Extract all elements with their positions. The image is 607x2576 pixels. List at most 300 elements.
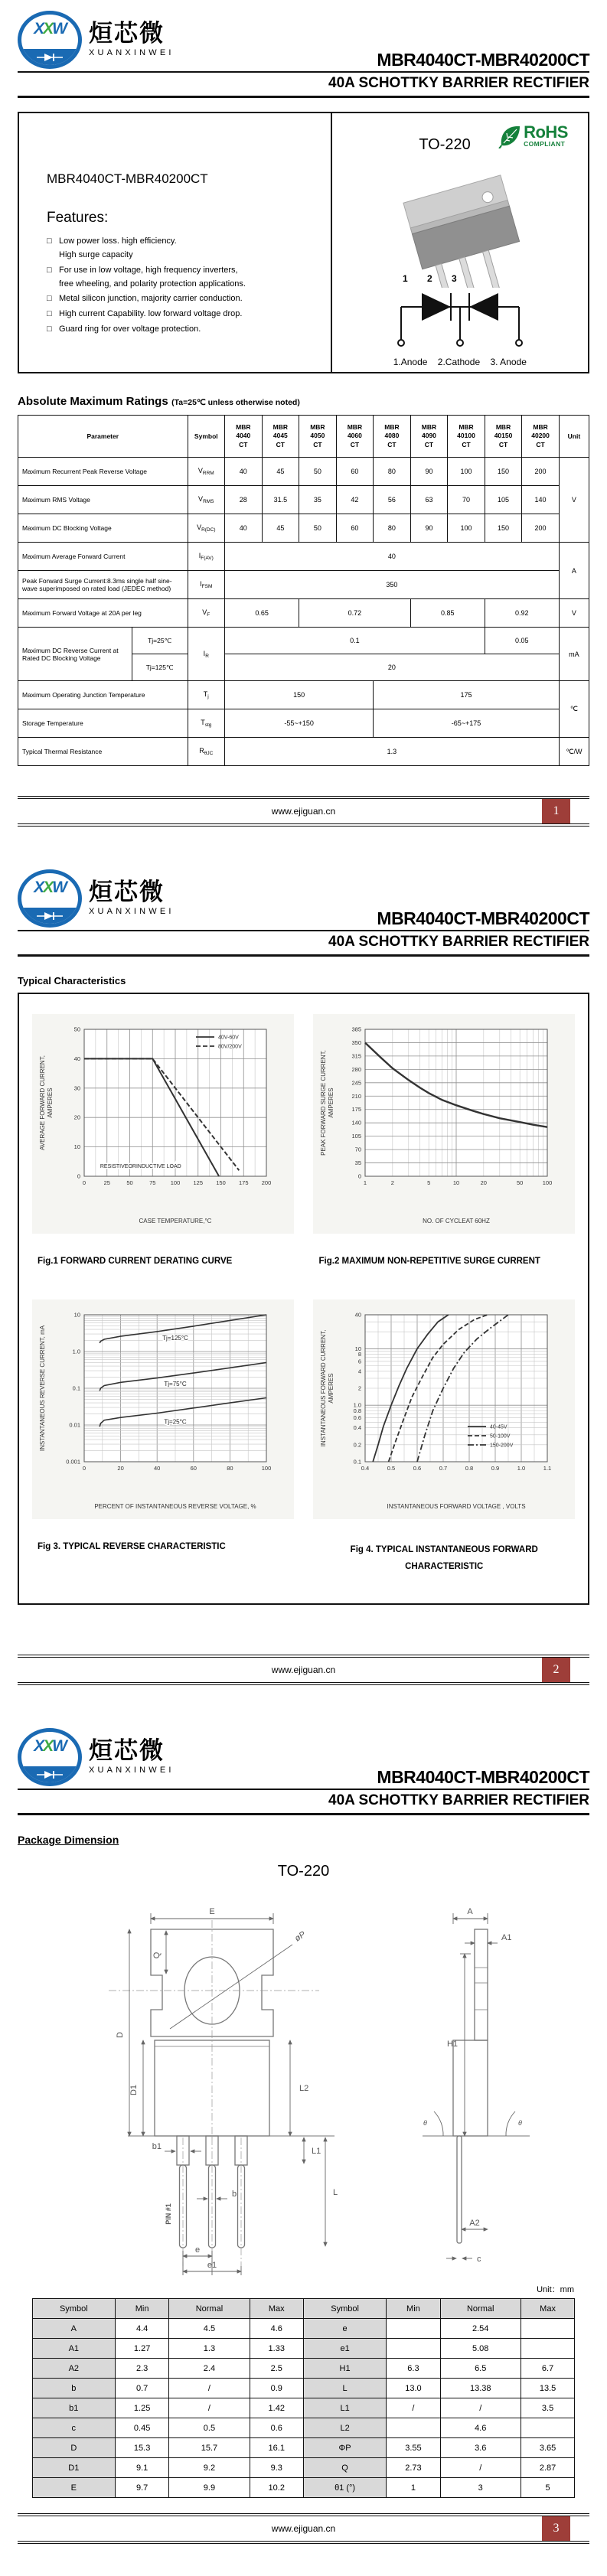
package-type-label: TO-220 — [419, 136, 471, 153]
dims-value-cell: 2.4 — [169, 2359, 250, 2379]
ratings-cell: 100 — [448, 458, 485, 486]
fig1-chart-area — [32, 1014, 294, 1234]
dims-symbol-cell: L — [303, 2379, 386, 2398]
dims-value-cell: 5 — [521, 2478, 575, 2498]
dims-value-cell — [387, 2339, 440, 2359]
pin-numbers: 1 2 3 — [402, 273, 465, 284]
device-line: MBR — [533, 423, 548, 432]
ratings-cell: 0.05 — [485, 628, 559, 654]
symbol-main: I — [200, 580, 202, 588]
ratings-cell: mA — [559, 628, 589, 681]
device-line: MBR — [347, 423, 363, 432]
logo-text — [89, 881, 175, 916]
dims-value-cell — [521, 2319, 575, 2339]
y-tick-label: 0.4 — [353, 1424, 362, 1432]
device-line: 4045 — [272, 432, 288, 440]
logo-x2: X — [43, 1737, 53, 1755]
logo-w: W — [52, 1737, 66, 1755]
y-tick-label: 0.01 — [69, 1421, 80, 1429]
typical-characteristics-heading: Typical Characteristics — [18, 975, 126, 986]
ratings-cell: 0.72 — [299, 599, 411, 628]
feature-line1 — [47, 236, 331, 247]
dims-value-cell: 16.1 — [250, 2438, 303, 2458]
dim-label-E: E — [208, 1907, 215, 1916]
dims-value-cell: 0.9 — [250, 2379, 303, 2398]
logo-english: XUANXINWEI — [89, 1766, 175, 1775]
dims-header-cell: Symbol — [32, 2299, 115, 2319]
package-photo — [364, 168, 556, 288]
ratings-cell — [188, 458, 225, 486]
logo-text — [89, 1737, 175, 1775]
logo-icon — [18, 869, 82, 928]
dims-header-cell: Min — [387, 2299, 440, 2319]
feature-item — [47, 265, 331, 290]
feature-item — [47, 293, 331, 305]
dims-header-cell: Min — [115, 2299, 168, 2319]
logo-x2: X — [43, 879, 53, 896]
x-tick-label: 150 — [215, 1179, 226, 1186]
unit-note: Unit：mm — [537, 2285, 574, 2294]
feature-text: High current Capability. low forward voltage drop. — [59, 309, 243, 319]
dims-value-cell: 1.42 — [250, 2398, 303, 2418]
ratings-cell: 90 — [410, 514, 448, 543]
header-rule-1 — [18, 71, 589, 73]
ratings-cell: 1.3 — [225, 738, 560, 766]
logo-abbr — [21, 20, 78, 38]
header-rule-2 — [18, 954, 589, 957]
diode-schematic — [380, 288, 540, 355]
dim-label-e1: e1 — [207, 2261, 217, 2270]
dims-header-cell: Normal — [440, 2299, 521, 2319]
feature-line1 — [47, 308, 331, 320]
ratings-cell — [188, 738, 225, 766]
fig1-caption: Fig.1 FORWARD CURRENT DERATING CURVE — [38, 1257, 233, 1266]
dims-row — [32, 2379, 575, 2398]
feature-line2: High surge capacity — [59, 249, 133, 259]
ratings-cell: 45 — [262, 458, 299, 486]
x-tick-label: 80 — [226, 1465, 233, 1472]
dim-label-L2: L2 — [299, 2084, 308, 2093]
feature-text: Metal silicon junction, majority carrier conduction. — [59, 294, 243, 304]
y-tick-label: 50 — [73, 1026, 80, 1033]
y-tick-label: 20 — [73, 1114, 80, 1121]
ratings-row — [18, 571, 589, 599]
fig2-chart — [316, 1017, 572, 1227]
col-unit: Unit — [559, 416, 589, 458]
part-number-title: MBR4040CT-MBR40200CT — [377, 50, 589, 70]
col-symbol: Symbol — [188, 416, 225, 458]
device-line: CT — [350, 440, 360, 448]
x-tick-label: 100 — [261, 1465, 272, 1472]
ratings-cell: 0.1 — [225, 628, 485, 654]
device-line: CT — [313, 440, 322, 448]
ratings-row — [18, 486, 589, 514]
diode-glyph-icon — [37, 1770, 63, 1779]
dims-symbol-cell: D — [32, 2438, 115, 2458]
dims-value-cell: 3.6 — [440, 2438, 521, 2458]
legend-label: 150-200V — [490, 1443, 514, 1449]
dim-label-Q: Q — [152, 1952, 162, 1959]
footer-url: www.ejiguan.cn — [271, 806, 336, 817]
ratings-cell: 28 — [225, 486, 263, 514]
dim-label-A1: A1 — [501, 1933, 511, 1942]
ratings-cell — [188, 571, 225, 599]
diode-glyph-icon — [37, 53, 63, 62]
logo-abbr — [21, 879, 78, 897]
ratings-cell — [188, 514, 225, 543]
fig4-caption — [351, 1542, 538, 1576]
page-1 — [0, 0, 607, 859]
symbol-main: V — [198, 495, 204, 503]
page-3 — [0, 1717, 607, 2576]
feature-line1 — [47, 324, 331, 335]
ratings-cell: 80 — [374, 514, 411, 543]
ratings-row — [18, 628, 589, 654]
ratings-cell: 60 — [336, 514, 374, 543]
symbol-sub: RRM — [202, 471, 214, 476]
device-line: 40150 — [494, 432, 513, 440]
symbol-sub: FSM — [201, 584, 213, 589]
footer-rule-bottom — [18, 823, 589, 827]
symbol-sub: θJC — [204, 751, 214, 756]
rohs-text — [524, 124, 568, 148]
feature-line2: free wheeling, and polarity protection applications. — [59, 279, 246, 289]
dims-symbol-cell: E — [32, 2478, 115, 2498]
doc-subtitle: 40A SCHOTTKY BARRIER RECTIFIER — [328, 934, 589, 950]
figure-3 — [22, 1299, 304, 1576]
dims-value-cell: / — [440, 2458, 521, 2478]
dims-symbol-cell: D1 — [32, 2458, 115, 2478]
col-parameter: Parameter — [18, 416, 188, 458]
pin-name-labels: 1.Anode 2.Cathode 3. Anode — [393, 357, 527, 367]
ratings-cell: 150 — [225, 681, 374, 709]
logo-w: W — [52, 20, 66, 37]
features-list — [47, 236, 331, 335]
feature-item — [47, 308, 331, 320]
ratings-cell: 50 — [299, 458, 337, 486]
ratings-cell: 42 — [336, 486, 374, 514]
dims-symbol-cell: e1 — [303, 2339, 386, 2359]
dims-value-cell: 2.54 — [440, 2319, 521, 2339]
y-tick-label: 6 — [358, 1358, 362, 1365]
dims-row — [32, 2438, 575, 2458]
footer-body — [18, 1658, 589, 1682]
col-device — [225, 416, 263, 458]
ratings-cell — [188, 628, 225, 681]
y-tick-label: 385 — [351, 1026, 362, 1033]
dims-value-cell: 3.65 — [521, 2438, 575, 2458]
dims-value-cell: 13.0 — [387, 2379, 440, 2398]
ratings-cell: 80 — [374, 458, 411, 486]
col-device — [448, 416, 485, 458]
device-line: CT — [462, 440, 471, 448]
logo-x2: X — [43, 20, 53, 37]
dims-header-cell: Max — [521, 2299, 575, 2319]
dim-label-b: b — [231, 2190, 237, 2199]
logo-abbr — [21, 1737, 78, 1756]
diode-glyph-icon — [37, 911, 63, 921]
logo-chinese: 烜芯微 — [89, 20, 165, 47]
y-tick-label: 1.0 — [72, 1348, 80, 1355]
footer-1 — [18, 796, 589, 827]
y-tick-label: 0.8 — [353, 1407, 362, 1414]
device-line: CT — [498, 440, 508, 448]
y-tick-label: 0.001 — [65, 1458, 80, 1466]
rohs-leaf-icon — [498, 124, 521, 148]
dims-value-cell — [521, 2418, 575, 2438]
dims-value-cell: 0.5 — [169, 2418, 250, 2438]
symbol-sub: F(AV) — [201, 556, 214, 561]
col-device — [410, 416, 448, 458]
ratings-cell: Maximum Operating Junction Temperature — [18, 681, 188, 709]
symbol-main: I — [198, 552, 201, 559]
y-tick-label: 350 — [351, 1039, 362, 1046]
x-tick-label: 1.0 — [517, 1465, 526, 1472]
x-axis-label: PERCENT OF INSTANTANEOUS REVERSE VOLTAGE, % — [94, 1503, 256, 1510]
legend-label: 40-45V — [490, 1424, 507, 1430]
y-tick-label: 10 — [73, 1311, 80, 1319]
y-axis-label: AMPERES — [46, 1087, 54, 1118]
footer-rule-bottom — [18, 2541, 589, 2544]
footer-url: www.ejiguan.cn — [271, 2523, 336, 2534]
dims-row — [32, 2339, 575, 2359]
dims-symbol-cell: c — [32, 2418, 115, 2438]
ratings-row — [18, 514, 589, 543]
dims-value-cell: 3.5 — [521, 2398, 575, 2418]
x-axis-label: CASE TEMPERATURE,°C — [139, 1218, 212, 1224]
y-tick-label: 4 — [358, 1368, 362, 1375]
fig2-chart-area — [313, 1014, 575, 1234]
x-tick-label: 2 — [390, 1179, 395, 1186]
y-tick-label: 1.0 — [353, 1401, 362, 1409]
device-line: MBR — [421, 423, 437, 432]
feature-line1 — [47, 293, 331, 305]
x-tick-label: 100 — [542, 1179, 553, 1186]
legend-label: 80V/200V — [217, 1044, 242, 1050]
dims-value-cell: 9.9 — [169, 2478, 250, 2498]
dim-label-D: D — [115, 2032, 125, 2038]
ratings-cell: 40 — [225, 514, 263, 543]
dim-label-L: L — [332, 2188, 338, 2197]
device-line: CT — [424, 440, 434, 448]
dims-symbol-cell: Q — [303, 2458, 386, 2478]
y-tick-label: 35 — [354, 1159, 362, 1167]
page-number-badge: 3 — [542, 2516, 570, 2541]
logo-chinese: 烜芯微 — [89, 879, 165, 906]
ratings-cell: 56 — [374, 486, 411, 514]
y-tick-label: 8 — [358, 1351, 362, 1358]
y-tick-label: 10 — [73, 1143, 80, 1151]
symbol-main: R — [199, 747, 204, 755]
col-device — [336, 416, 374, 458]
ratings-row — [18, 738, 589, 766]
dims-value-cell: 6.5 — [440, 2359, 521, 2379]
y-axis-label: AMPERES — [328, 1087, 335, 1118]
ratings-cell: Tj=25℃ — [132, 628, 188, 654]
fig3-chart — [35, 1303, 291, 1512]
y-tick-label: 0.1 — [353, 1458, 362, 1466]
x-tick-label: 0.9 — [491, 1465, 500, 1472]
ratings-row — [18, 599, 589, 628]
symbol-sub: j — [207, 694, 209, 699]
header — [18, 1728, 589, 1786]
dims-symbol-cell: L1 — [303, 2398, 386, 2418]
ratings-cell: 0.85 — [410, 599, 485, 628]
device-line: MBR — [495, 423, 511, 432]
fig3-caption: Fig 3. TYPICAL REVERSE CHARACTERISTIC — [38, 1542, 226, 1551]
dims-value-cell: 3.55 — [387, 2438, 440, 2458]
inline-label: RESISTIVEORINDUCTIVE LOAD — [100, 1164, 181, 1170]
overview-left — [19, 113, 332, 372]
rohs-line1: RoHS — [524, 122, 568, 142]
x-tick-label: 175 — [238, 1179, 249, 1186]
ratings-cell: 0.92 — [485, 599, 559, 628]
device-line: MBR — [384, 423, 400, 432]
doc-subtitle: 40A SCHOTTKY BARRIER RECTIFIER — [328, 75, 589, 91]
dims-header-cell: Symbol — [303, 2299, 386, 2319]
header-rule-1 — [18, 930, 589, 931]
device-line: MBR — [310, 423, 325, 432]
dims-symbol-cell: A2 — [32, 2359, 115, 2379]
fig3-chart-area — [32, 1299, 294, 1519]
ratings-cell: 63 — [410, 486, 448, 514]
overview-box — [18, 112, 589, 373]
dims-value-cell: 9.3 — [250, 2458, 303, 2478]
ratings-cell: Typical Thermal Resistance — [18, 738, 188, 766]
col-device — [522, 416, 560, 458]
checkbox-icon: □ — [47, 265, 52, 275]
symbol-main: V — [197, 523, 202, 531]
footer-rule-bottom — [18, 1682, 589, 1685]
device-line: 4050 — [310, 432, 325, 440]
inline-label: Tj=75°C — [164, 1381, 187, 1388]
dims-value-cell: 4.5 — [169, 2319, 250, 2339]
fig4-caption-line1: Fig 4. TYPICAL INSTANTANEOUS FORWARD — [350, 1545, 538, 1554]
ratings-cell: Maximum Forward Voltage at 20A per leg — [18, 599, 188, 628]
ratings-cell: -55~+150 — [225, 709, 374, 738]
x-tick-label: 75 — [148, 1179, 156, 1186]
dims-row — [32, 2478, 575, 2498]
x-tick-label: 0.7 — [439, 1465, 448, 1472]
page-number-badge: 1 — [542, 799, 570, 823]
device-line: CT — [387, 440, 397, 448]
x-tick-label: 0.5 — [387, 1465, 396, 1472]
ratings-cell: Maximum DC Reverse Current at Rated DC Blocking Voltage — [18, 628, 132, 681]
feature-text: Low power loss. high efficiency. — [59, 236, 177, 246]
device-line: 4040 — [236, 432, 251, 440]
dims-symbol-cell: b1 — [32, 2398, 115, 2418]
logo-x1: X — [34, 879, 44, 896]
legend-label: 40V-60V — [217, 1035, 239, 1041]
ratings-cell: 140 — [522, 486, 560, 514]
logo-x1: X — [34, 20, 44, 37]
feature-text: Guard ring for over voltage protection. — [59, 324, 201, 334]
y-axis-label: PEAK FORWARD SURGE CURRENT, — [320, 1050, 328, 1156]
dims-symbol-cell: b — [32, 2379, 115, 2398]
y-tick-label: 10 — [354, 1345, 362, 1352]
symbol-sub: R — [205, 653, 209, 659]
dim-label-A: A — [466, 1907, 473, 1916]
ratings-cell: 100 — [448, 514, 485, 543]
checkbox-icon: □ — [47, 309, 52, 319]
ratings-cell: 50 — [299, 514, 337, 543]
header-rule-2 — [18, 1813, 589, 1815]
y-tick-label: 0.6 — [353, 1414, 362, 1422]
inline-label: Tj=125°C — [162, 1335, 188, 1342]
x-tick-label: 5 — [427, 1179, 431, 1186]
brand-logo — [18, 869, 175, 928]
fig2-caption: Fig.2 MAXIMUM NON-REPETITIVE SURGE CURRENT — [318, 1257, 540, 1266]
symbol-sub: RMS — [203, 499, 214, 504]
dims-value-cell: 1.25 — [115, 2398, 168, 2418]
dims-value-cell: 0.6 — [250, 2418, 303, 2438]
dims-value-cell: 6.7 — [521, 2359, 575, 2379]
x-tick-label: 40 — [153, 1465, 161, 1472]
feature-item — [47, 324, 331, 335]
doc-subtitle: 40A SCHOTTKY BARRIER RECTIFIER — [328, 1792, 589, 1808]
dims-value-cell: 1.33 — [250, 2339, 303, 2359]
dims-value-cell: 9.7 — [115, 2478, 168, 2498]
y-tick-label: 2 — [358, 1384, 362, 1392]
ratings-cell: Maximum DC Blocking Voltage — [18, 514, 188, 543]
x-axis-label: NO. OF CYCLEAT 60HZ — [423, 1218, 491, 1224]
dims-header-row — [32, 2299, 575, 2319]
ratings-row — [18, 681, 589, 709]
dim-label-D1: D1 — [129, 2084, 139, 2096]
dims-value-cell: 2.87 — [521, 2458, 575, 2478]
part-number-title: MBR4040CT-MBR40200CT — [377, 908, 589, 928]
feature-text: For use in low voltage, high frequency inverters, — [59, 265, 238, 275]
dims-value-cell: 9.2 — [169, 2458, 250, 2478]
y-axis-label: AVERAGE FORWARD CURRENT, — [38, 1055, 46, 1150]
dim-label-pin1: PIN #1 — [164, 2203, 172, 2225]
ratings-cell: Storage Temperature — [18, 709, 188, 738]
ratings-row — [18, 543, 589, 571]
symbol-main: V — [202, 608, 207, 616]
package-dimension-drawing — [36, 1883, 572, 2281]
footer-url: www.ejiguan.cn — [271, 1665, 336, 1675]
ratings-cell: 31.5 — [262, 486, 299, 514]
logo-chinese: 烜芯微 — [89, 1737, 165, 1765]
package-type-label: TO-220 — [277, 1863, 330, 1880]
ratings-cell: 45 — [262, 514, 299, 543]
features-heading: Features: — [47, 210, 109, 226]
dimension-table — [32, 2298, 576, 2498]
dims-symbol-cell: A — [32, 2319, 115, 2339]
fig4-chart-area — [313, 1299, 575, 1519]
figure-4 — [304, 1299, 586, 1576]
ratings-cell — [188, 486, 225, 514]
symbol-sub: stg — [204, 722, 212, 728]
symbol-main: V — [197, 467, 203, 474]
ratings-cell: 175 — [374, 681, 560, 709]
x-tick-label: 0.8 — [465, 1465, 474, 1472]
package-dimension-heading: Package Dimension — [18, 1834, 119, 1846]
ratings-condition: (Ta=25℃ unless otherwise noted) — [171, 398, 300, 407]
ratings-cell: ℃/W — [559, 738, 589, 766]
symbol-sub: F — [207, 612, 210, 618]
logo-icon — [18, 11, 82, 69]
x-tick-label: 60 — [190, 1465, 197, 1472]
device-line: MBR — [272, 423, 289, 432]
dims-value-cell: / — [440, 2398, 521, 2418]
logo-english: XUANXINWEI — [89, 907, 175, 916]
product-title: MBR4040CT-MBR40200CT — [47, 171, 208, 186]
dims-symbol-cell: ΦP — [303, 2438, 386, 2458]
device-line: 4080 — [384, 432, 400, 440]
device-line: CT — [239, 440, 248, 448]
ratings-cell: 150 — [485, 458, 522, 486]
